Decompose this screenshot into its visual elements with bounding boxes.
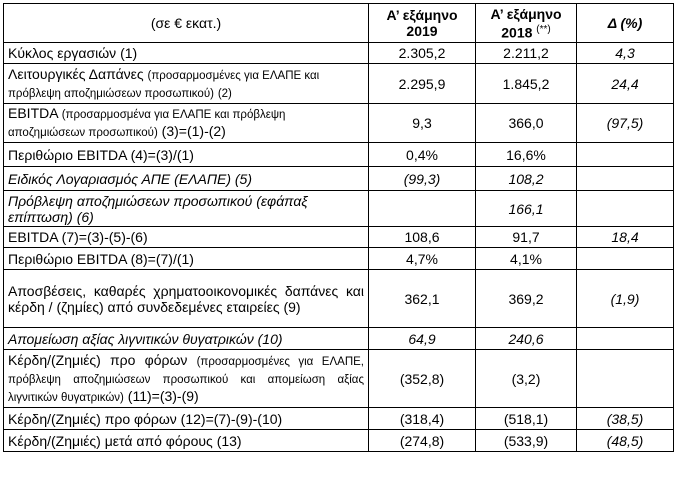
table-row: [4, 64, 674, 104]
table-row: [4, 350, 674, 408]
row-label-ref: (11)=(3)-(9): [127, 387, 199, 404]
row-label-qualifier: (προσαρμοσμένες για ΕΛΑΠΕ και πρόβλεψη αποζημιώσεων προσωπικού): [8, 69, 320, 100]
change-pct: [577, 328, 674, 350]
column-header-2018-year: 2018: [501, 24, 533, 41]
column-header-h1-2019: [369, 4, 476, 43]
row-label: [4, 64, 369, 104]
value-2019: 9,3: [369, 104, 476, 143]
table-row: [4, 143, 674, 167]
table-row: [4, 408, 674, 430]
value-2018: 16,6%: [476, 143, 577, 167]
value-2019: 4,7%: [369, 248, 476, 270]
value-2019: 64,9: [369, 328, 476, 350]
change-pct: [577, 350, 674, 408]
value-2018: 4,1%: [476, 248, 577, 270]
row-label: Αποσβέσεις, καθαρές χρηματοοικονομικές δαπάνες και κέρδη / (ζημίες) από συνδεδεμένες εταιρείες (9): [4, 270, 369, 328]
table-row: [4, 430, 674, 452]
row-label-qualifier: (προσαρμοσμένες για ΕΛΑΠΕ, πρόβλεψη αποζημιώσεων προσωπικού και απομείωση αξίας λιγνιτικών θυγατρικών): [8, 355, 364, 404]
change-pct: (1,9): [577, 270, 674, 328]
financial-results-page: [3, 3, 673, 452]
value-2019: 0,4%: [369, 143, 476, 167]
value-2018: 240,6: [476, 328, 577, 350]
value-2018: 1.845,2: [476, 64, 577, 104]
value-2019: (99,3): [369, 167, 476, 191]
change-pct: 18,4: [577, 227, 674, 248]
change-pct: 4,3: [577, 43, 674, 64]
row-label: [4, 104, 369, 143]
value-2019: 2.295,9: [369, 64, 476, 104]
value-2018: (518,1): [476, 408, 577, 430]
row-label: Απομείωση αξίας λιγνιτικών θυγατρικών (10): [4, 328, 369, 350]
change-pct: [577, 143, 674, 167]
change-pct: [577, 167, 674, 191]
change-pct: (38,5): [577, 408, 674, 430]
value-2019: [369, 191, 476, 227]
row-label: Ειδικός Λογαριασμός ΑΠΕ (ΕΛΑΠΕ) (5): [4, 167, 369, 191]
row-label: Κέρδη/(Ζημιές) προ φόρων (12)=(7)-(9)-(10): [4, 408, 369, 430]
table-row: [4, 248, 674, 270]
value-2019: 2.305,2: [369, 43, 476, 64]
value-2019: (318,4): [369, 408, 476, 430]
value-2019: (352,8): [369, 350, 476, 408]
row-label: EBITDA (7)=(3)-(5)-(6): [4, 227, 369, 248]
change-pct: [577, 191, 674, 227]
unit-header: (σε € εκατ.): [4, 4, 369, 43]
row-label: [4, 350, 369, 408]
column-header-h1-2018: [476, 4, 577, 43]
row-label-main: Λειτουργικές Δαπάνες: [8, 65, 144, 82]
column-header-2019-period: Α’ εξάμηνο: [386, 7, 458, 23]
table-row: [4, 43, 674, 64]
value-2018: (533,9): [476, 430, 577, 452]
table-row: [4, 328, 674, 350]
column-header-change-pct: Δ (%): [577, 4, 674, 43]
table-row: [4, 227, 674, 248]
row-label: Περιθώριο EBITDA (4)=(3)/(1): [4, 143, 369, 167]
column-header-2018-period: Α’ εξάμηνο: [490, 5, 562, 22]
column-header-2019-year: 2019: [406, 23, 438, 39]
row-label: Κύκλος εργασιών (1): [4, 43, 369, 64]
row-label: Κέρδη/(Ζημιές) μετά από φόρους (13): [4, 430, 369, 452]
value-2018: 166,1: [476, 191, 577, 227]
row-label-main: Κέρδη/(Ζημιές) προ φόρων: [8, 351, 188, 368]
financial-results-table: [3, 3, 674, 452]
row-label-ref: (2): [217, 87, 232, 100]
table-row: [4, 167, 674, 191]
value-2018: (3,2): [476, 350, 577, 408]
value-2018: 369,2: [476, 270, 577, 328]
value-2018: 91,7: [476, 227, 577, 248]
change-pct: [577, 248, 674, 270]
value-2018: 2.211,2: [476, 43, 577, 64]
value-2019: 108,6: [369, 227, 476, 248]
value-2018: 108,2: [476, 167, 577, 191]
change-pct: (48,5): [577, 430, 674, 452]
value-2019: 362,1: [369, 270, 476, 328]
row-label: Πρόβλεψη αποζημιώσεων προσωπικού (εφάπαξ επίπτωση) (6): [4, 191, 369, 227]
row-label-main: EBITDA: [8, 105, 58, 121]
value-2019: (274,8): [369, 430, 476, 452]
row-label-ref: (3)=(1)-(2): [161, 123, 226, 139]
change-pct: 24,4: [577, 64, 674, 104]
row-label-qualifier: (προσαρμοσμένα για ΕΛΑΠΕ και πρόβλεψη αποζημιώσεων προσωπικού): [8, 109, 286, 139]
table-row: [4, 104, 674, 143]
row-label: Περιθώριο EBITDA (8)=(7)/(1): [4, 248, 369, 270]
column-header-2018-note: (**): [536, 23, 551, 35]
table-row: [4, 191, 674, 227]
table-row: [4, 270, 674, 328]
value-2018: 366,0: [476, 104, 577, 143]
table-header-row: [4, 4, 674, 43]
change-pct: (97,5): [577, 104, 674, 143]
